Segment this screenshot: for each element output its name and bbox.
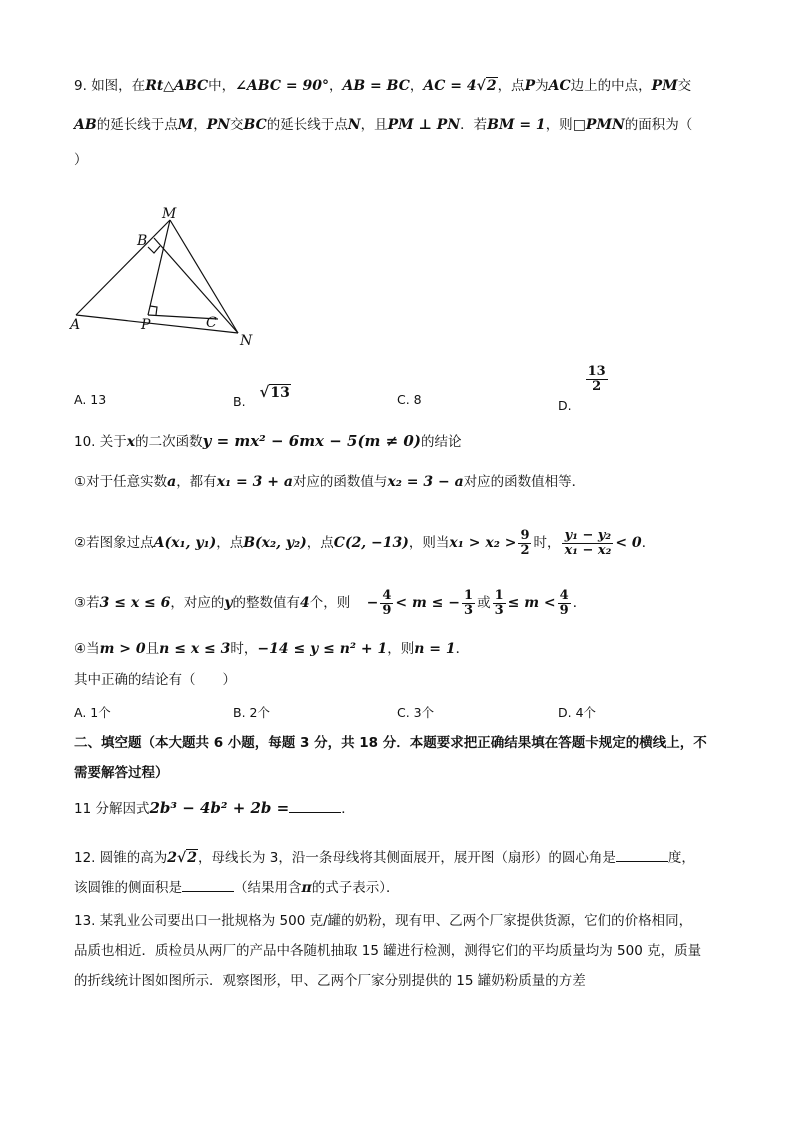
q9-line3: ） xyxy=(74,152,88,168)
q9-line2: AB的延长线于点M，PN交BC的延长线于点N，且PM ⊥ PN．若BM = 1，则□PMN的面积为（ xyxy=(74,117,693,133)
label-M: M xyxy=(162,206,177,222)
q10-option-c[interactable]: C. 3个 xyxy=(397,705,435,720)
q10-s2-fraction-slope: $\frac{\text{y₁ − y₂}}{\text{x₁ − x₂}}$ xyxy=(564,527,612,558)
right-angle-B xyxy=(148,246,160,253)
section2-heading-line2: 需要解答过程） xyxy=(74,765,169,781)
label-A: A xyxy=(70,317,81,333)
q9-option-d[interactable]: D. $\frac{13}{2}$ xyxy=(558,364,606,413)
q13-line3: 的折线统计图如图所示．观察图形，甲、乙两个厂家分别提供的 15 罐奶粉质量的方差 xyxy=(74,973,586,989)
q9-option-b[interactable]: B. √13 xyxy=(233,383,290,409)
label-N: N xyxy=(240,333,253,349)
q9-option-a[interactable]: A. 13 xyxy=(74,392,107,407)
q10-option-a[interactable]: A. 1个 xyxy=(74,705,111,720)
q13-line1: 13. 某乳业公司要出口一批规格为 500 克/罐的奶粉，现有甲、乙两个厂家提供货源，它们的价格相同， xyxy=(74,913,693,929)
q10-option-d[interactable]: D. 4个 xyxy=(558,705,597,720)
label-B: B xyxy=(137,233,148,249)
segment-BN xyxy=(154,238,238,333)
q10-statement-4: ④当m > 0且n ≤ x ≤ 3时，−14 ≤ y ≤ n² + 1，则n = 1． xyxy=(74,641,470,657)
label-C: C xyxy=(206,315,217,331)
q12-line2: 该圆锥的侧面积是 （结果用含π的式子表示）． xyxy=(74,880,400,896)
q12-line1: 12. 圆锥的高为2√2，母线长为 3，沿一条母线将其侧面展开，展开图（扇形）的圆心角是 度， xyxy=(74,850,695,866)
q10-statement-2: ②若图象过点A(x₁, y₁)，点B(x₂, y₂)，点C(2, −13)，则当x₁ > x₂ > $\frac{9}{2}$ 时， $\frac{\text{y₁ − y₂}}{\text{x₁ − x₂}}$ < 0． xyxy=(74,527,656,558)
q10-statement-1: ①对于任意实数a，都有x₁ = 3 + a对应的函数值与x₂ = 3 − a对应的函数值相等． xyxy=(74,474,586,490)
q9-d-fraction: $\frac{13}{2}$ xyxy=(587,364,606,394)
section2-heading-line1: 二、填空题（本大题共 6 小题，每题 3 分，共 18 分．本题要求把正确结果填在答题卡规定的横线上，不 xyxy=(74,735,707,751)
q9-geometry-figure xyxy=(68,205,288,355)
q10-ask: 其中正确的结论有（ ） xyxy=(74,672,236,688)
right-angle-P xyxy=(150,306,157,315)
segment-PM xyxy=(148,220,170,315)
q12-area-blank[interactable] xyxy=(182,891,234,892)
q9-line1: 9. 如图，在Rt△ABC中，∠ABC = 90°，AB = BC，AC = 4√2，点P为AC边上的中点，PM交 xyxy=(74,78,692,94)
q11-answer-blank[interactable] xyxy=(289,812,341,813)
q10-statement-3: ③若3 ≤ x ≤ 6，对应的y的整数值有4个，则 − $\frac{4}{9}$ < m ≤ − $\frac{1}{3}$ 或 $\frac{1}{3}$ ≤ m < $\frac{4}{9}$ ． xyxy=(74,587,587,618)
q12-angle-blank[interactable] xyxy=(616,861,668,862)
q10-s2-fraction-9-2: $\frac{9}{2}$ xyxy=(520,527,530,558)
segment-AM xyxy=(76,220,170,315)
q9-option-c[interactable]: C. 8 xyxy=(397,392,422,407)
q10-line1: 10. 关于x的二次函数y = mx² − 6mx − 5(m ≠ 0)的结论 xyxy=(74,432,462,450)
label-P: P xyxy=(141,317,151,333)
q11-line: 11 分解因式2b³ − 4b² + 2b = ． xyxy=(74,799,355,817)
q13-line2: 品质也相近．质检员从两厂的产品中各随机抽取 15 罐进行检测，测得它们的平均质量均为 500 克，质量 xyxy=(74,943,702,959)
q10-option-b[interactable]: B. 2个 xyxy=(233,705,270,720)
segment-MN xyxy=(170,220,238,333)
